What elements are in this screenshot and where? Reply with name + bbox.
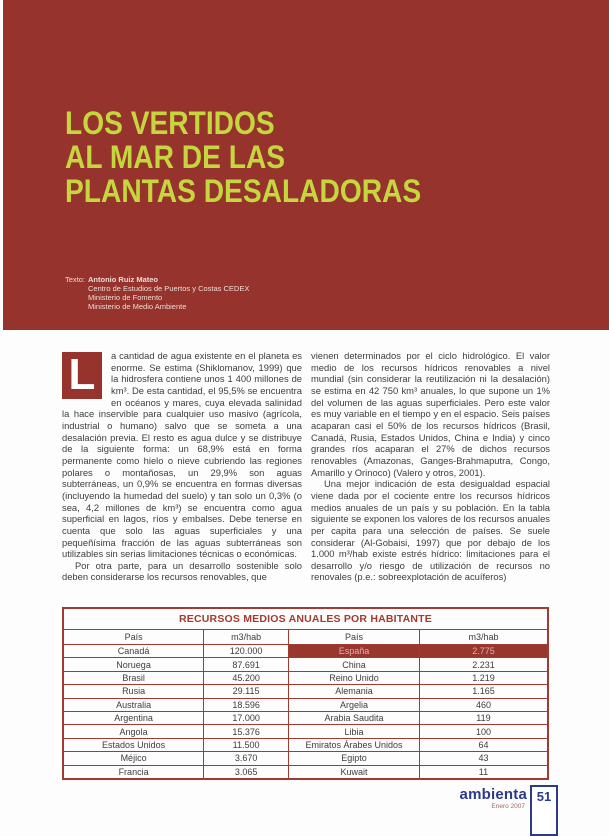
table-cell: 460 [419,698,548,711]
paragraph: Una mejor indicación de esta desigualdad espacial viene dada por el cociente entre los recursos hídricos medios anuales de un país y su población. En la tabla siguiente se exponen los valores de los recursos anuales per capita para una selección de países. Se suele considerar (Al-Gobaisi, 1997) que por debajo de los 1.000 m³/hab existe estrés hídrico: limitaciones para el desarrollo y/o riesgo de utilización de recursos no renovales (p.e.: sobreexplotación de acuíferos) [311,478,550,583]
body-column-right [311,350,550,583]
table-row [63,752,548,765]
table-cell: Egipto [289,752,420,765]
table-row [63,685,548,698]
page-number-box [530,785,558,836]
table-row [63,765,548,779]
resources-table [62,607,549,780]
table-cell: Alemania [289,685,420,698]
byline-label: Texto: [65,275,86,284]
col-header-value-2: m3/hab [419,630,548,645]
table-cell: Emiratos Árabes Unidos [289,738,420,751]
byline-details [88,275,249,311]
table-cell: Noruega [63,658,204,671]
table-row [63,711,548,724]
table-cell: Rusia [63,685,204,698]
table-row [63,725,548,738]
affiliation-2: Ministerio de Fomento [88,293,163,302]
table-cell: China [289,658,420,671]
table-cell: Canadá [63,645,204,658]
table-row [63,698,548,711]
table-cell: 2.231 [419,658,548,671]
table-cell: Arabia Saudita [289,711,420,724]
table-row [63,658,548,671]
table-row [63,645,548,658]
page-number: 51 [536,789,552,804]
paragraph: a cantidad de agua existente en el planeta es enorme. Se estima (Shiklomanov, 1999) que la hidrosfera contiene unos 1 400 millones de km³. De esta cantidad, el 95,5% se encuentra en océanos y mares, cuya elevada salinidad la hace inservible para cualquier uso masivo (agrícola, industrial o humano) salvo que se someta a una desalación previa. El resto es agua dulce y se distribuye de la siguiente forma: un 68,9% está en forma permanente como hielo o nieve cubriendo las regiones polares o montañosas, un 29,9% son aguas subterráneas, un 0,9% se encuentra en formas diversas (incluyendo la humedad del suelo) y tan solo un 0,3% (o sea, 4,2 millones de km³) se encuentra como agua superficial en lagos, ríos y embalses. Debe tenerse en cuenta que solo las aguas superficiales y una pequeñísima fracción de las aguas subterráneas son utilizables sin serias limitaciones técnicas o económicas. [62,350,302,560]
table-cell: 87.691 [204,658,289,671]
title-line-3: PLANTAS DESALADORAS [65,173,422,209]
paragraph: vienen determinados por el ciclo hidrológico. El valor medio de los recursos hídricos renovables a nivel mundial (sin considerar la reutilización ni la desalación) se estima en 42 750 km³ anuales, lo que supone un 1% del volumen de las aguas superficiales. Pero este valor es muy variable en el tiempo y en el espacio. Seis países acaparan casi el 50% de los recursos hídricos (Brasil, Canadá, Rusia, Estados Unidos, China e India) y cinco grandes ríos acaparan el 27% de dichos recursos renovables (Amazonas, Ganges-Brahmaputra, Congo, Amarillo y Orinoco) (Valero y otros, 2001). [311,350,550,478]
table-cell: Estados Unidos [63,738,204,751]
table-cell: 17.000 [204,711,289,724]
col-header-country-2: País [289,630,420,645]
table-cell: Angola [63,725,204,738]
col-header-value-1: m3/hab [204,630,289,645]
title-line-1: LOS VERTIDOS [65,105,275,141]
table-cell: Australia [63,698,204,711]
table-cell: 45.200 [204,671,289,684]
table-cell: 29.115 [204,685,289,698]
table-cell: 2.775 [419,645,548,658]
table-cell: 64 [419,738,548,751]
table-cell: 43 [419,752,548,765]
table-body [63,608,548,779]
table-cell: 11 [419,765,548,779]
table-cell: Kuwait [289,765,420,779]
header-red-block [3,0,609,330]
table-cell: 3.065 [204,765,289,779]
article-title [65,106,421,208]
table-cell: 15.376 [204,725,289,738]
affiliation-1: Centro de Estudios de Puertos y Costas CEDEX [88,284,250,293]
table-cell: 11.500 [204,738,289,751]
title-line-2: AL MAR DE LAS [65,139,286,175]
paragraph: Por otra parte, para un desarrollo sostenible solo deben considerarse los recursos renovables, que [62,559,302,583]
table-cell: Méjico [63,752,204,765]
table-row [63,738,548,751]
table-cell: Argelia [289,698,420,711]
affiliation-3: Ministerio de Medio Ambiente [88,302,187,311]
table-cell: Reino Unido [289,671,420,684]
body-column-left [62,350,302,583]
table-title: RECURSOS MEDIOS ANUALES POR HABITANTE [63,608,548,630]
issue-date: Enero 2007 [491,803,525,810]
table-cell: 1.165 [419,685,548,698]
table-title-row [63,608,548,630]
table-cell: 3.670 [204,752,289,765]
table-cell: Brasil [63,671,204,684]
table-row [63,671,548,684]
table-cell: Libia [289,725,420,738]
byline [65,275,249,311]
col-header-country-1: País [63,630,204,645]
author-name: Antonio Ruiz Mateo [88,275,159,284]
magazine-logo: ambienta [459,786,527,803]
table-cell: 1.219 [419,671,548,684]
table-cell: España [289,645,420,658]
table-cell: Francia [63,765,204,779]
table-cell: Argentina [63,711,204,724]
table-header-row [63,630,548,645]
table-cell: 119 [419,711,548,724]
table-cell: 18.596 [204,698,289,711]
table-cell: 120.000 [204,645,289,658]
table-cell: 100 [419,725,548,738]
dropcap-letter: L [62,352,102,399]
